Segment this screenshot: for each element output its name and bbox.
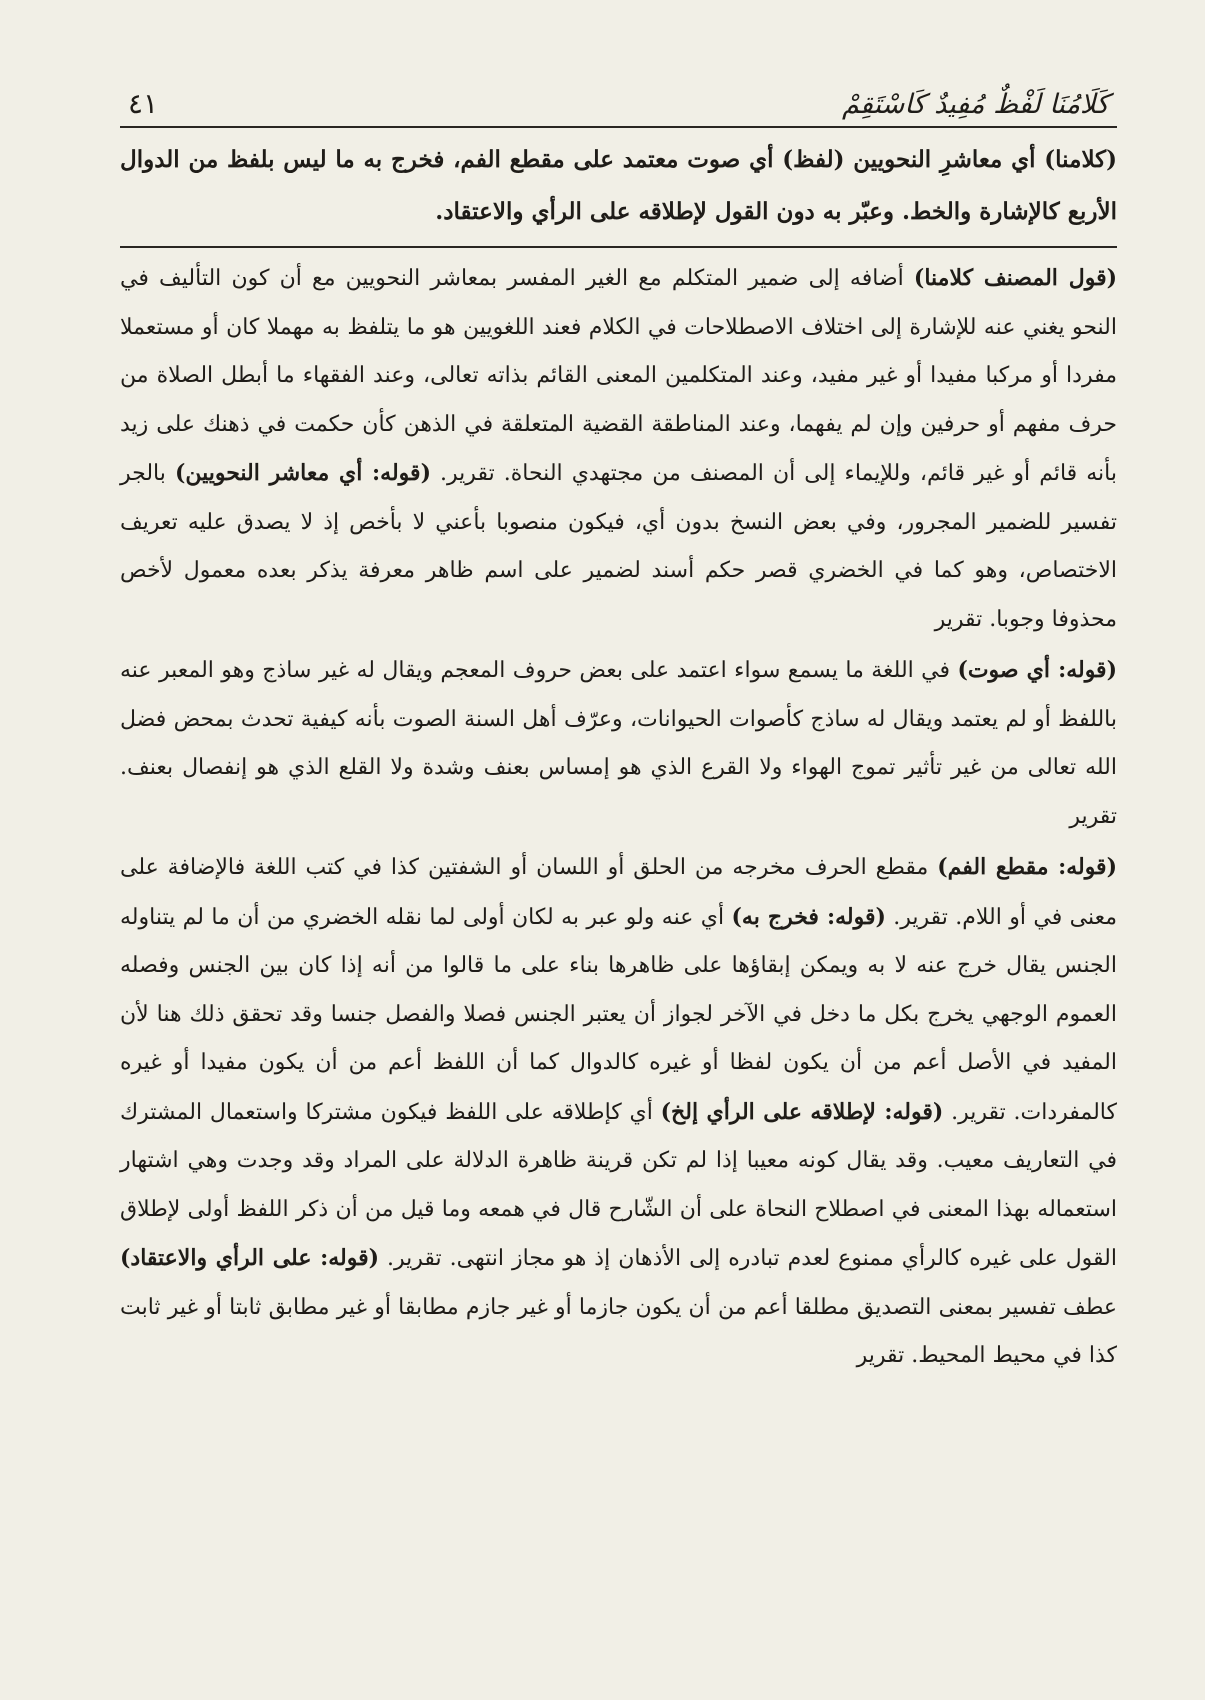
commentary-text: بالجر تفسير للضمير المجرور، وفي بعض النسخ بدون أي، فيكون منصوبا بأعني لا بأخص إذ لا يصدق عليه تعريف الاختصاص، وهو كما في الخضري قصر حكم أسند لضمير على اسم ظاهر معرفة يذكر بعده معمول لأخص محذوفا وجوبا. تقرير — [120, 461, 1117, 632]
commentary-keyword: (قول المصنف كلامنا) — [913, 265, 1117, 291]
main-text: (كلامنا) أي معاشرِ النحويين (لفظ) أي صوت معتمد على مقطع الفم، فخرج به ما ليس بلفظ من الدوال الأربع كالإشارة والخط. وعبّر به دون القول لإطلاقه على الرأي والاعتقاد. — [120, 146, 1117, 225]
commentary-divider — [120, 246, 1117, 248]
page-number: ٤١ — [128, 87, 159, 120]
commentary-text: أي عنه ولو عبر به لكان أولى لما نقله الخضري من أن ما لم يتناوله الجنس يقال خرج عنه لا به ويمكن إبقاؤها على ظاهرها بناء على ما قالوا من أنه إذا كان بين الجنس وفصله العموم الوجهي يخرج بكل ما دخل في الآخر لجواز أن يعتبر الجنس فصلا والفصل جنسا وقد تحقق ذلك هنا لأن المفيد في الأصل أعم من أن يكون لفظا أو غيره كالدوال كما أن اللفظ أعم من أن يكون مفيدا أو غيره كالمفردات. تقرير. — [120, 904, 1117, 1125]
header-rule — [120, 126, 1117, 128]
commentary-text: أضافه إلى ضمير المتكلم مع الغير المفسر بمعاشر النحويين مع أن كون التأليف في النحو يغني عنه للإشارة إلى اختلاف الاصطلاحات في الكلام فعند اللغويين هو ما يتلفظ به مهملا كان أو مستعملا مفردا أو مركبا مفيدا أو غير مفيد، وعند المتكلمين المعنى القائم بذاته تعالى، وعند الفقهاء ما أبطل الصلاة من حرف مفهم أو حرفين وإن لم يفهما، وعند المناطقة القضية المتعلقة في الذهن كأن حكمت في ذهنك على زيد بأنه قائم أو غير قائم، وللإيماء إلى أن المصنف من مجتهدي النحاة. تقرير. — [120, 266, 1117, 486]
commentary-keyword: (قوله: على الرأي والاعتقاد) — [120, 1245, 380, 1271]
commentary-text: مقطع الحرف مخرجه من الحلق أو اللسان أو الشفتين كذا في كتب اللغة فالإضافة على معنى في أو اللام. تقرير. — [120, 855, 1117, 930]
commentary-paragraph — [120, 254, 1117, 644]
commentary-paragraph — [120, 646, 1117, 841]
running-title: كَلَامُنَا لَفْظٌ مُفِيدٌ كَاسْتَقِمْ — [842, 89, 1109, 120]
commentary-keyword: (قوله: مقطع الفم) — [937, 854, 1117, 880]
commentary-text: في اللغة ما يسمع سواء اعتمد على بعض حروف المعجم ويقال له غير ساذج وهو المعبر عنه باللفظ أو لم يعتمد ويقال له ساذج كأصوات الحيوانات، وعرّف أهل السنة الصوت بأنه كيفية تحدث بمحض فضل الله تعالى من غير تأثير تموج الهواء ولا القرع الذي هو إمساس بعنف وشدة ولا القلع الذي هو إنفصال بعنف. تقرير — [120, 658, 1117, 829]
page-header — [120, 80, 1117, 126]
commentary-keyword: (قوله: أي صوت) — [957, 657, 1117, 683]
commentary-paragraph — [120, 843, 1117, 1381]
commentary — [120, 254, 1117, 1381]
commentary-keyword: (قوله: أي معاشر النحويين) — [174, 460, 431, 486]
commentary-text: عطف تفسير بمعنى التصديق مطلقا أعم من أن يكون جازما أو غير جازم مطابقا أو غير مطابق ثابتا أو غير ثابت كذا في محيط المحيط. تقرير — [120, 1294, 1117, 1368]
commentary-keyword: (قوله: لإطلاقه على الرأي إلخ) — [660, 1098, 944, 1125]
commentary-keyword: (قوله: فخرج به) — [731, 903, 886, 930]
commentary-text: أي كإطلاقه على اللفظ فيكون مشتركا واستعمال المشترك في التعاريف معيب. وقد يقال كونه معيبا إذا لم تكن قرينة ظاهرة الدلالة على المراد وقد وجدت وهي اشتهار استعماله بهذا المعنى في اصطلاح النحاة على أن الشّارح قال في همعه وما قيل من أن ذكر اللفظ أولى لإطلاق القول على غيره كالرأي ممنوع لعدم تبادره إلى الأذهان إذ هو مجاز انتهى. تقرير. — [120, 1099, 1117, 1271]
